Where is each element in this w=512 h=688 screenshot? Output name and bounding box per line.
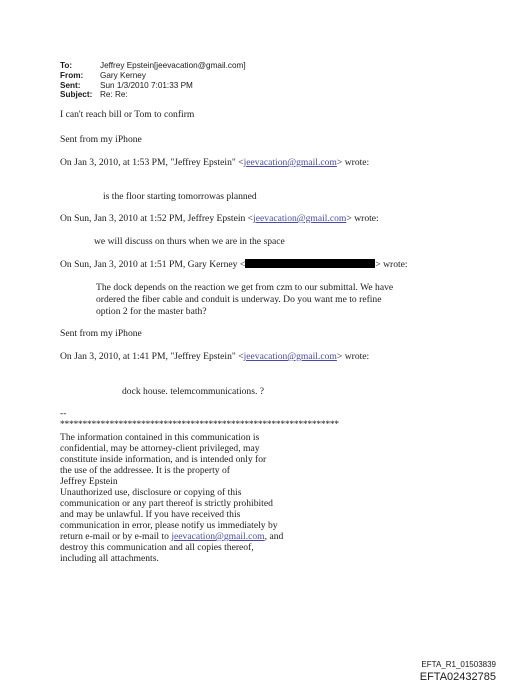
message-4: dock house. telemcommunications. ? (122, 386, 265, 397)
subject-label: Subject: (60, 90, 93, 100)
from-label: From: (60, 70, 84, 80)
quote-header-2 (60, 213, 379, 224)
quote-header-4-pre: On Jan 3, 2010, at 1:41 PM, "Jeffrey Epstein" < (60, 351, 244, 362)
email-link-4[interactable]: jeevacation@gmail.com (243, 351, 337, 362)
signature-iphone-2: Sent from my iPhone (60, 328, 142, 339)
quote-header-1 (60, 157, 369, 168)
email-link-2[interactable]: jeevacation@gmail.com (253, 213, 347, 224)
sent-label: Sent: (60, 80, 81, 90)
subject-value: Re: Re: (100, 90, 128, 100)
from-value: Gary Kerney (100, 70, 146, 80)
disclaimer-line: Jeffrey Epstein (60, 476, 118, 487)
quote-header-4-post: > wrote: (336, 351, 370, 362)
disclaimer-line: Unauthorized use, disclosure or copying of this (60, 487, 242, 498)
quote-header-2-post: > wrote: (346, 213, 379, 224)
sent-value: Sun 1/3/2010 7:01:33 PM (100, 80, 193, 90)
email-link-1[interactable]: jeevacation@gmail.com (243, 157, 337, 168)
to-label: To: (60, 61, 73, 70)
subject-row (60, 90, 246, 100)
from-row (60, 71, 246, 81)
email-header (60, 61, 246, 100)
quote-header-3 (60, 259, 408, 270)
disclaimer-return-line (60, 531, 283, 542)
signature-dashes: -- (60, 408, 67, 419)
quote-header-3-post: > wrote: (375, 259, 408, 270)
disclaimer-return-pre: return e-mail or by e-mail to (60, 531, 172, 542)
to-value: Jeffrey Epstein[jeevacation@gmail.com] (100, 61, 246, 70)
message-1: is the floor starting tomorrowas planned (103, 191, 257, 202)
quote-header-1-post: > wrote: (336, 157, 370, 168)
message-3-line-1: The dock depends on the reaction we get from czm to our submittal. We have (96, 282, 394, 293)
disclaimer-line: destroy this communication and all copies thereof, (60, 542, 254, 553)
email-link-disclaimer[interactable]: jeevacation@gmail.com (171, 531, 265, 542)
disclaimer-line: and may be unlawful. If you have received this (60, 509, 241, 520)
message-3-line-3: option 2 for the master bath? (96, 306, 207, 317)
body-line-1: I can't reach bill or Tom to confirm (60, 109, 195, 120)
signature-iphone-1: Sent from my iPhone (60, 134, 142, 145)
bates-id-small: EFTA_R1_01503839 (421, 660, 496, 669)
disclaimer-line: constitute inside information, and is intended only for (60, 454, 267, 465)
disclaimer-line: The information contained in this communication is (60, 432, 260, 443)
signature-stars: ************************************************************** (60, 419, 339, 430)
disclaimer-return-post: , and (264, 531, 284, 542)
disclaimer-line: confidential, may be attorney-client privileged, may (60, 443, 260, 454)
quote-header-3-pre: On Sun, Jan 3, 2010 at 1:51 PM, Gary Kerney < (60, 259, 246, 270)
quote-header-4 (60, 351, 369, 362)
quote-header-2-pre: On Sun, Jan 3, 2010 at 1:52 PM, Jeffrey Epstein < (60, 213, 254, 224)
quote-header-1-pre: On Jan 3, 2010, at 1:53 PM, "Jeffrey Epstein" < (60, 157, 244, 168)
disclaimer-line: communication in error, please notify us immediately by (60, 520, 278, 531)
disclaimer-line: including all attachments. (60, 553, 159, 564)
redaction-bar (245, 259, 375, 268)
disclaimer-block (60, 432, 283, 564)
disclaimer-line: the use of the addressee. It is the property of (60, 465, 230, 476)
message-3-line-2: ordered the fiber cable and conduit is underway. Do you want me to refine (96, 294, 382, 305)
bates-id-large: EFTA02432785 (419, 671, 496, 683)
message-2: we will discuss on thurs when we are in the space (94, 236, 285, 247)
sent-row (60, 81, 246, 91)
to-row (60, 61, 246, 71)
disclaimer-line: communication or any part thereof is strictly prohibited (60, 498, 273, 509)
